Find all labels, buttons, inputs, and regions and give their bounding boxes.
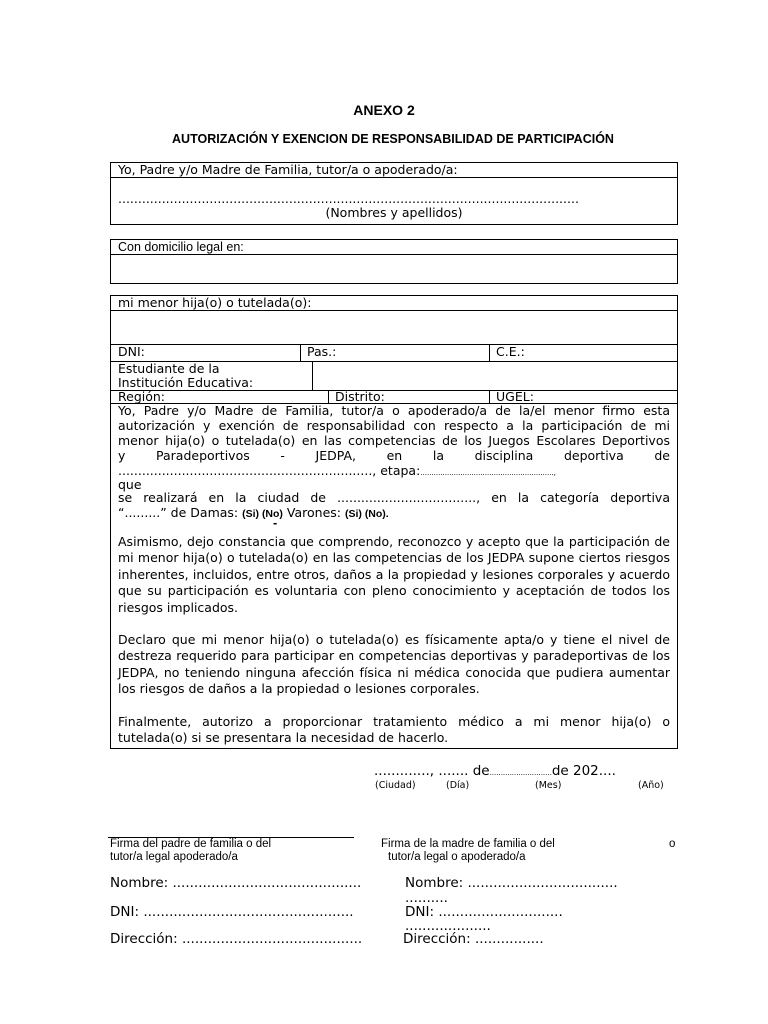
document-title: ANEXO 2 [353,102,415,118]
dni-label: DNI: [118,344,145,359]
ladies-yes-no[interactable]: (Si) (No) [242,508,283,520]
document-subtitle: AUTORIZACIÓN Y EXENCION DE RESPONSABILIDAD DE PARTICIPACIÓN [172,132,614,146]
men-yes-no[interactable]: (Si) (No). [344,508,389,520]
mother-name-continued: .......... [405,890,448,906]
region-label: Región: [118,389,166,404]
authorization-line-2: autorización y exención de responsabilidad con respecto a la participación de mi [118,418,670,433]
year-caption: (Año) [638,780,664,791]
city-caption: (Ciudad) [375,780,416,791]
father-address-field[interactable]: Dirección: .......................................... [110,931,363,947]
authorization-line-3: menor hija(o) o tutelada(o) en las competencias de los Juegos Escolares Deportivos [118,433,670,448]
school-field[interactable] [313,362,677,390]
day-caption: (Día) [446,780,470,791]
authorization-line-4: y Paradeportivos - JEDPA, en la disciplina deportiva de [118,448,670,463]
pas-label: Pas.: [307,344,337,359]
stage-field[interactable]: ............................................................, [420,468,556,477]
year-field[interactable]: de 202.... [551,763,616,779]
parent-name-caption: (Nombres y apellidos) [325,205,463,220]
authorization-line-1: Yo, Padre y/o Madre de Familia, tutor/a o apoderado/a de la/el menor firmo esta [118,403,670,418]
mother-signature-or: o [669,838,676,850]
father-dni-field[interactable]: DNI: ................................................. [110,904,354,920]
address-field[interactable] [111,255,677,283]
mother-signature-label-1: Firma de la madre de familia o del [381,838,555,850]
address-box [110,239,678,284]
minor-box [110,295,678,749]
parent-name-box [110,162,678,225]
father-name-field[interactable]: Nombre: ............................................ [110,875,362,891]
ce-label: C.E.: [496,344,525,359]
city-day-field[interactable]: ............., ....... de [374,763,490,779]
parent-name-label: Yo, Padre y/o Madre de Familia, tutor/a o apoderado/a: [118,162,458,177]
month-field[interactable]: ............................ [489,768,552,777]
mother-signature-label-2: tutor/a legal o apoderado/a [388,851,526,863]
minor-name-field[interactable] [111,311,677,344]
address-label: Con domicilio legal en: [118,240,244,254]
authorization-line-7: se realizará en la ciudad de ..................................., en la categoría deportiva [118,490,670,505]
discipline-field[interactable]: ................................................................, etapa: [118,463,421,478]
father-signature-label-1: Firma del padre de familia o del [110,838,272,850]
mother-name-field[interactable]: Nombre: ................................... [405,875,618,891]
parent-name-field[interactable]: .................................................................................................................... [118,192,579,206]
risk-paragraph: Asimismo, dejo constancia que comprendo, reconozco y acepto que la participación de mi menor hija(o) o tutelada(o) en las competencias de los JEDPA supone ciertos riesgos inherentes, incluidos, entre otros, daños a la propiedad y lesiones corporales y acuerdo que su participación es voluntaria con pleno conocimiento y aceptación de todos los riesgos implicados. [118,534,670,615]
ugel-label: UGEL: [496,389,534,404]
district-label: Distrito: [335,389,385,404]
minor-label: mi menor hija(o) o tutelada(o): [118,295,312,310]
mother-address-field[interactable]: Dirección: ................ [403,931,544,947]
father-signature-label-2: tutor/a legal apoderado/a [110,851,238,863]
authorization-line-6: que [118,477,142,492]
authorization-line-8: “.........” de Damas: (Si) (No) Varones: (Si) (No). [118,505,389,520]
medical-paragraph: Finalmente, autorizo a proporcionar tratamiento médico a mi menor hija(o) o tutelada(o) si se presentara la necesidad de hacerlo. [118,714,670,746]
mother-dni-field[interactable]: DNI: ............................. [405,904,563,920]
date-line [374,763,616,779]
school-label: Estudiante de la Institución Educativa: [118,361,254,390]
fitness-paragraph: Declaro que mi menor hija(o) o tutelada(o) es físicamente apta/o y tiene el nivel de destreza requerido para participar en competencias deportivas y paradeportivas de los JEDPA, no teniendo ninguna afección física ni médica conocida que pudiera aumentar los riesgos de daños a la propiedad o lesiones corporales. [118,632,670,697]
month-caption: (Mes) [535,780,562,791]
separator-dash: - [273,516,278,530]
mother-dni-continued: .................... [405,918,491,934]
